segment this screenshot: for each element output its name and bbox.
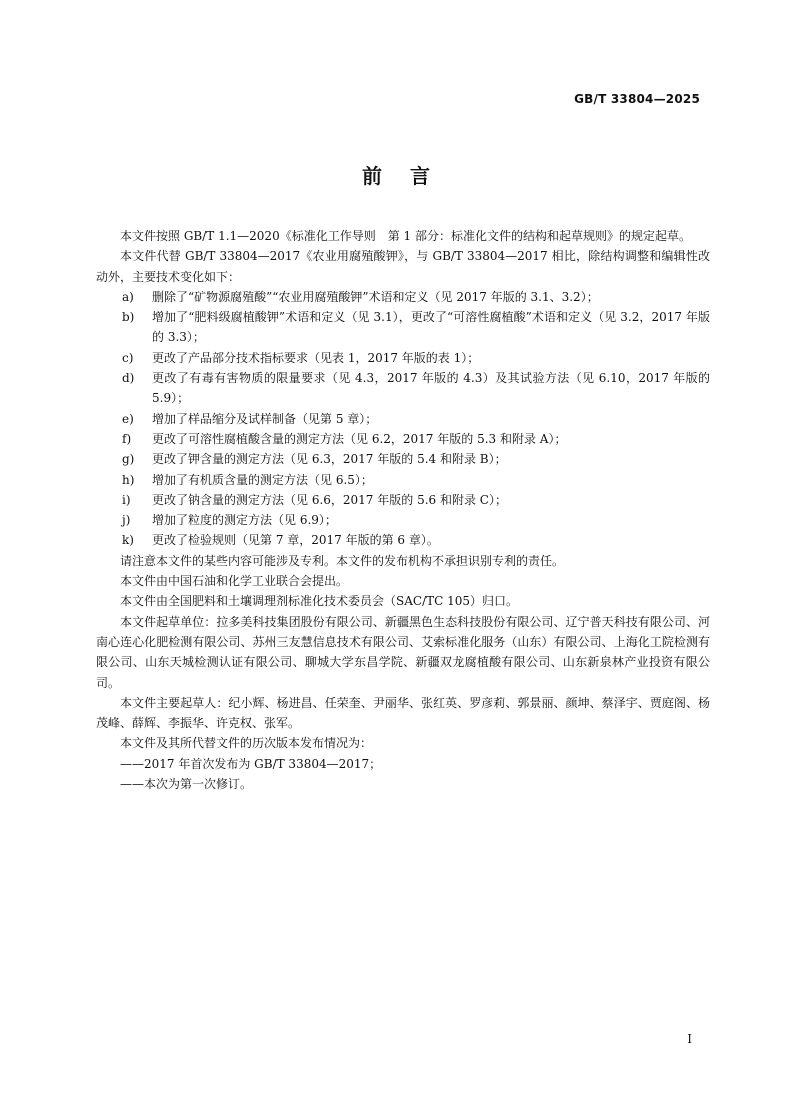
change-item-f: [96, 429, 710, 449]
change-marker: f): [122, 431, 132, 446]
change-item-h: [96, 470, 710, 490]
change-marker: e): [122, 411, 134, 426]
drafters-paragraph: 本文件主要起草人：纪小辉、杨进昌、任荣奎、尹丽华、张红英、罗彦莉、郭景丽、颜坤、蔡泽宇、贾庭阁、杨茂峰、薛辉、李振华、许克权、张军。: [96, 695, 710, 731]
change-text: 更改了产品部分技术指标要求（见表 1，2017 年版的表 1）；: [152, 350, 480, 365]
patent-notice: 请注意本文件的某些内容可能涉及专利。本文件的发布机构不承担识别专利的责任。: [120, 553, 565, 568]
change-marker: d): [122, 371, 135, 386]
drafting-units-paragraph: 本文件起草单位：拉多美科技集团股份有限公司、新疆黑色生态科技股份有限公司、辽宁普天科技有限公司、河南心连心化肥检测有限公司、苏州三友慧信息技术有限公司、艾索标准化服务（山东）有限公司、上海化工院检测有限公司、山东天城检测认证有限公司、聊城大学东昌学院、新疆双龙腐植酸有限公司、山东新泉林产业投资有限公司。: [96, 614, 710, 690]
change-text: 增加了粒度的测定方法（见 6.9）；: [152, 513, 337, 528]
change-item-j: [96, 510, 710, 530]
change-text: 更改了有毒有害物质的限量要求（见 4.3，2017 年版的 4.3）及其试验方法（见 6.10，2017 年版的 5.9）；: [152, 371, 710, 406]
change-marker: a): [122, 289, 134, 304]
change-item-i: [96, 490, 710, 510]
change-marker: h): [122, 472, 135, 487]
change-text: 更改了可溶性腐植酸含量的测定方法（见 6.2，2017 年版的 5.3 和附录 A）；: [152, 431, 567, 446]
committee-paragraph: 本文件由全国肥料和土壤调理剂标准化技术委员会（SAC/TC 105）归口。: [120, 594, 519, 609]
change-text: 更改了钠含量的测定方法（见 6.6，2017 年版的 5.6 和附录 C）；: [152, 492, 507, 507]
foreword-body: [96, 226, 710, 794]
change-item-g: [96, 449, 710, 469]
intro-paragraph-drafting: 本文件按照 GB/T 1.1—2020《标准化工作导则 第 1 部分：标准化文件的结构和起草规则》的规定起草。: [120, 229, 691, 243]
change-text: 增加了有机质含量的测定方法（见 6.5）；: [152, 472, 373, 487]
change-text: 更改了检验规则（见第 7 章，2017 年版的第 6 章）。: [152, 533, 439, 548]
change-item-e: [96, 409, 710, 429]
proposer-paragraph: 本文件由中国石油和化学工业联合会提出。: [120, 574, 349, 589]
change-item-d: [96, 368, 710, 409]
change-marker: j): [122, 513, 131, 528]
change-item-k: [96, 530, 710, 550]
page-number: I: [687, 1032, 692, 1046]
change-item-a: [96, 287, 710, 307]
history-intro-paragraph: 本文件及其所代替文件的历次版本发布情况为：: [120, 736, 373, 751]
history-item: ——本次为第一次修订。: [120, 777, 253, 792]
change-marker: c): [122, 350, 134, 365]
change-text: 删除了“矿物源腐殖酸”“农业用腐殖酸钾”术语和定义（见 2017 年版的 3.1、3.2）；: [152, 289, 599, 304]
standard-number: GB/T 33804—2025: [574, 92, 700, 106]
change-item-b: [96, 307, 710, 348]
change-marker: b): [122, 310, 135, 325]
change-marker: k): [122, 533, 134, 548]
change-text: 增加了样品缩分及试样制备（见第 5 章）；: [152, 411, 378, 426]
history-item: ——2017 年首次发布为 GB/T 33804—2017；: [120, 756, 382, 771]
change-item-c: [96, 348, 710, 368]
change-text: 更改了钾含量的测定方法（见 6.3，2017 年版的 5.4 和附录 B）；: [152, 452, 507, 467]
intro-paragraph-replacement: 本文件代替 GB/T 33804—2017《农业用腐殖酸钾》，与 GB/T 33804—2017 相比，除结构调整和编辑性改动外，主要技术变化如下：: [96, 249, 710, 284]
change-marker: i): [122, 492, 131, 507]
page-title: 前言: [362, 164, 458, 188]
change-text: 增加了“肥料级腐植酸钾”术语和定义（见 3.1），更改了“可溶性腐植酸”术语和定义（见 3.2，2017 年版的 3.3）；: [152, 310, 710, 345]
change-marker: g): [122, 452, 135, 467]
